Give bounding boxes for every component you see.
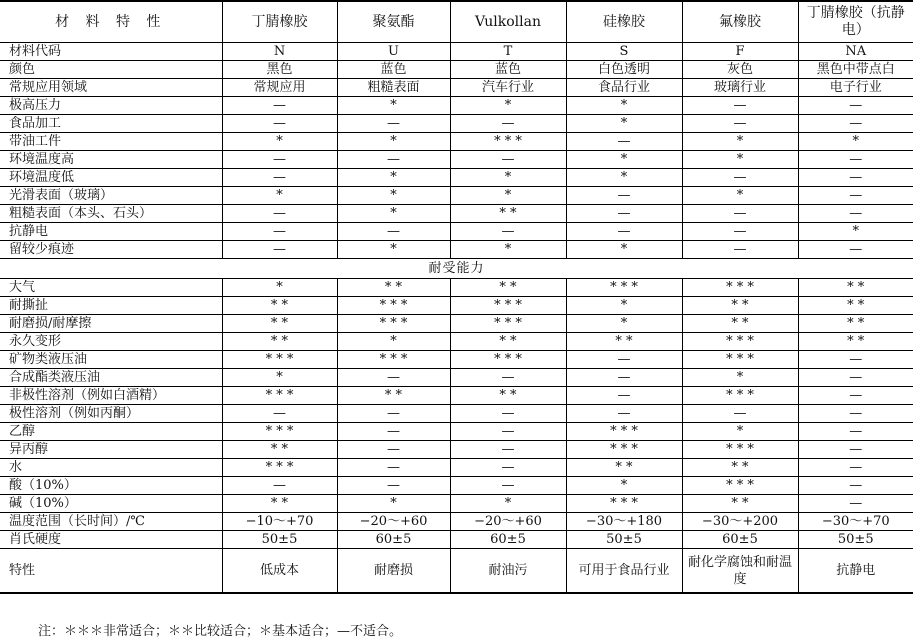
table-cell: * [566,115,682,133]
header-material: Vulkollan [450,1,566,43]
table-cell: * * [682,315,798,333]
table-cell: — [566,133,682,151]
table-cell: * * [450,387,566,405]
table-cell: — [798,115,913,133]
table-cell: N [222,43,337,61]
table-cell: — [798,169,913,187]
table-cell: * [566,477,682,495]
table-row [0,297,913,315]
table-cell: 耐化学腐蚀和耐温度 [682,549,798,594]
table-cell: 食品行业 [566,79,682,97]
table-cell: * [566,151,682,169]
table-cell: * * [566,459,682,477]
table-cell: — [798,423,913,441]
table-cell: 黑色中带点白 [798,61,913,79]
section-heading: 耐受能力 [0,259,913,279]
row-label: 材料代码 [0,43,222,61]
table-cell: * [337,241,450,259]
table-cell: * [566,297,682,315]
header-row [0,1,913,43]
table-cell: * * * [222,423,337,441]
table-cell: — [450,459,566,477]
table-cell: * * * [682,351,798,369]
table-row [0,241,913,259]
table-cell: — [682,205,798,223]
table-cell: — [566,351,682,369]
table-cell: 常规应用 [222,79,337,97]
table-cell: * [566,169,682,187]
table-cell: * [450,169,566,187]
table-cell: — [798,351,913,369]
table-cell: * * [450,279,566,297]
table-cell: * [222,187,337,205]
table-cell: * * [337,387,450,405]
table-row [0,531,913,549]
row-label: 温度范围（长时间）/℃ [0,513,222,531]
table-cell: * * [798,333,913,351]
table-cell: 60±5 [337,531,450,549]
row-label: 光滑表面（玻璃） [0,187,222,205]
table-cell: * [337,169,450,187]
table-cell: 灰色 [682,61,798,79]
row-label: 大气 [0,279,222,297]
table-cell: — [798,441,913,459]
row-label: 带油工件 [0,133,222,151]
table-cell: * * * [682,477,798,495]
row-label: 水 [0,459,222,477]
resistance-section [0,279,913,549]
table-cell: — [566,405,682,423]
table-row [0,151,913,169]
table-cell: * * * [337,315,450,333]
table-cell: NA [798,43,913,61]
table-row [0,61,913,79]
table-cell: * [566,97,682,115]
table-row [0,279,913,297]
table-cell: — [337,441,450,459]
table-cell: * [798,223,913,241]
table-row [0,97,913,115]
table-cell: 白色透明 [566,61,682,79]
table-cell: −20～+60 [450,513,566,531]
row-label: 粗糙表面（本头、石头） [0,205,222,223]
table-cell: * [450,241,566,259]
table-cell: 汽车行业 [450,79,566,97]
table-cell: — [337,369,450,387]
table-row [0,351,913,369]
table-cell: * [450,187,566,205]
table-row [0,369,913,387]
table-cell: * * * [450,297,566,315]
table-cell: −10～+70 [222,513,337,531]
table-cell: 60±5 [682,531,798,549]
section-heading-row [0,259,913,279]
table-cell: — [450,115,566,133]
table-cell: * [566,315,682,333]
table-cell: 耐磨损 [337,549,450,594]
footnote: 注：＊＊＊非常适合；＊＊比较适合；＊基本适合；—不适合。 [38,624,403,639]
table-cell: * [337,187,450,205]
header-material: 丁腈橡胶（抗静电） [798,1,913,43]
table-cell: 低成本 [222,549,337,594]
table-cell: 50±5 [222,531,337,549]
table-cell: * [222,133,337,151]
table-cell: 电子行业 [798,79,913,97]
table-cell: — [222,223,337,241]
table-cell: * * * [337,351,450,369]
info-section [0,43,913,97]
table-row [0,441,913,459]
table-cell: * [450,97,566,115]
table-row [0,315,913,333]
row-label: 合成酯类液压油 [0,369,222,387]
table-cell: * * [222,441,337,459]
row-label: 耐撕扯 [0,297,222,315]
header-material: 氟橡胶 [682,1,798,43]
table-cell: * * * [566,495,682,513]
table-cell: — [682,405,798,423]
table-cell: * * * [222,459,337,477]
row-label: 碱（10%） [0,495,222,513]
row-label: 非极性溶剂（例如白酒精） [0,387,222,405]
table-cell: 50±5 [798,531,913,549]
table-cell: * * * [566,441,682,459]
table-cell: — [682,115,798,133]
table-cell: — [450,441,566,459]
table-cell: * * [450,333,566,351]
header-property: 材 料 特 性 [0,1,222,43]
table-cell: * * [682,495,798,513]
table-cell: * * * [450,133,566,151]
table-cell: — [682,223,798,241]
table-cell: −20～+60 [337,513,450,531]
table-cell: — [450,477,566,495]
feature-row [0,549,913,594]
table-cell: * * [566,333,682,351]
table-cell: * [682,187,798,205]
table-cell: — [566,369,682,387]
table-row [0,187,913,205]
table-cell: — [566,205,682,223]
header-material: 硅橡胶 [566,1,682,43]
table-cell: * [337,495,450,513]
row-label: 抗静电 [0,223,222,241]
table-cell: F [682,43,798,61]
table-cell: — [222,241,337,259]
table-row [0,205,913,223]
table-cell: * [337,97,450,115]
table-cell: * [337,205,450,223]
table-cell: 蓝色 [337,61,450,79]
table-cell: * * * [682,441,798,459]
table-row [0,79,913,97]
table-cell: −30～+180 [566,513,682,531]
table-row [0,405,913,423]
table-cell: * * * [566,279,682,297]
table-cell: — [337,459,450,477]
application-section [0,97,913,259]
row-label: 酸（10%） [0,477,222,495]
header-material: 聚氨酯 [337,1,450,43]
row-label: 矿物类液压油 [0,351,222,369]
table-cell: 玻璃行业 [682,79,798,97]
row-label: 极高压力 [0,97,222,115]
row-label: 留较少痕迹 [0,241,222,259]
table-cell: — [450,405,566,423]
table-cell: * [682,369,798,387]
table-cell: — [222,151,337,169]
table-cell: * * * [682,387,798,405]
table-cell: 抗静电 [798,549,913,594]
row-label: 食品加工 [0,115,222,133]
table-cell: * * * [337,297,450,315]
table-cell: * * [222,297,337,315]
row-label: 极性溶剂（例如丙酮） [0,405,222,423]
row-label: 颜色 [0,61,222,79]
table-cell: −30～+200 [682,513,798,531]
table-cell: — [798,495,913,513]
row-label: 永久变形 [0,333,222,351]
table-cell: * * [798,297,913,315]
table-cell: * [222,369,337,387]
table-cell: * [682,423,798,441]
table-cell: — [682,241,798,259]
row-label: 环境温度低 [0,169,222,187]
table-cell: * * * [450,315,566,333]
table-cell: 50±5 [566,531,682,549]
table-cell: — [798,187,913,205]
table-cell: — [337,477,450,495]
table-cell: * * [337,279,450,297]
table-cell: 可用于食品行业 [566,549,682,594]
table-cell: * * * [682,333,798,351]
row-label: 肖氏硬度 [0,531,222,549]
row-label: 环境温度高 [0,151,222,169]
table-cell: * * [682,297,798,315]
table-row [0,423,913,441]
table-cell: — [450,423,566,441]
table-cell: — [450,223,566,241]
table-cell: * * [222,333,337,351]
table-cell: * * [222,495,337,513]
table-cell: — [798,205,913,223]
table-cell: * [682,151,798,169]
table-cell: — [222,169,337,187]
table-cell: — [798,369,913,387]
row-label: 特性 [0,549,222,594]
table-cell: — [682,169,798,187]
table-row [0,513,913,531]
table-cell: — [798,405,913,423]
table-cell: — [798,151,913,169]
table-cell: — [337,151,450,169]
table-cell: — [566,387,682,405]
row-label: 乙醇 [0,423,222,441]
table-row [0,223,913,241]
table-cell: * [566,241,682,259]
table-cell: — [450,369,566,387]
table-cell: — [222,97,337,115]
table-cell: * * [682,459,798,477]
table-cell: — [682,97,798,115]
table-row [0,495,913,513]
table-cell: * * * [566,423,682,441]
table-cell: — [566,187,682,205]
table-cell: 粗糙表面 [337,79,450,97]
table-cell: * * [222,315,337,333]
table-cell: — [798,459,913,477]
table-cell: — [798,241,913,259]
table-row [0,43,913,61]
table-cell: — [222,405,337,423]
row-label: 耐磨损/耐摩擦 [0,315,222,333]
table-cell: 60±5 [450,531,566,549]
table-cell: * [682,133,798,151]
table-cell: * * * [222,351,337,369]
table-row [0,133,913,151]
table-cell: U [337,43,450,61]
table-cell: — [798,387,913,405]
table-cell: — [798,97,913,115]
table-cell: — [222,477,337,495]
table-row [0,169,913,187]
table-cell: * * * [222,387,337,405]
table-cell: — [222,115,337,133]
table-cell: * [337,133,450,151]
table-cell: S [566,43,682,61]
table-cell: — [798,477,913,495]
table-cell: 黑色 [222,61,337,79]
table-cell: * [337,333,450,351]
table-cell: * * [450,205,566,223]
table-cell: — [566,223,682,241]
table-cell: — [337,405,450,423]
table-cell: * [222,279,337,297]
table-cell: * [450,495,566,513]
table-cell: — [337,115,450,133]
table-cell: * * [798,279,913,297]
row-label: 异丙醇 [0,441,222,459]
header-material: 丁腈橡胶 [222,1,337,43]
table-cell: * [798,133,913,151]
table-cell: — [450,151,566,169]
table-cell: * * * [450,351,566,369]
table-cell: 耐油污 [450,549,566,594]
table-row [0,115,913,133]
table-cell: — [337,223,450,241]
table-cell: — [222,205,337,223]
table-row [0,333,913,351]
table-cell: * * * [682,279,798,297]
table-cell: — [337,423,450,441]
table-cell: 蓝色 [450,61,566,79]
row-label: 常规应用领域 [0,79,222,97]
table-cell: * * [798,315,913,333]
table-row [0,387,913,405]
table-cell: T [450,43,566,61]
table-row [0,459,913,477]
table-cell: −30～+70 [798,513,913,531]
table-row [0,477,913,495]
